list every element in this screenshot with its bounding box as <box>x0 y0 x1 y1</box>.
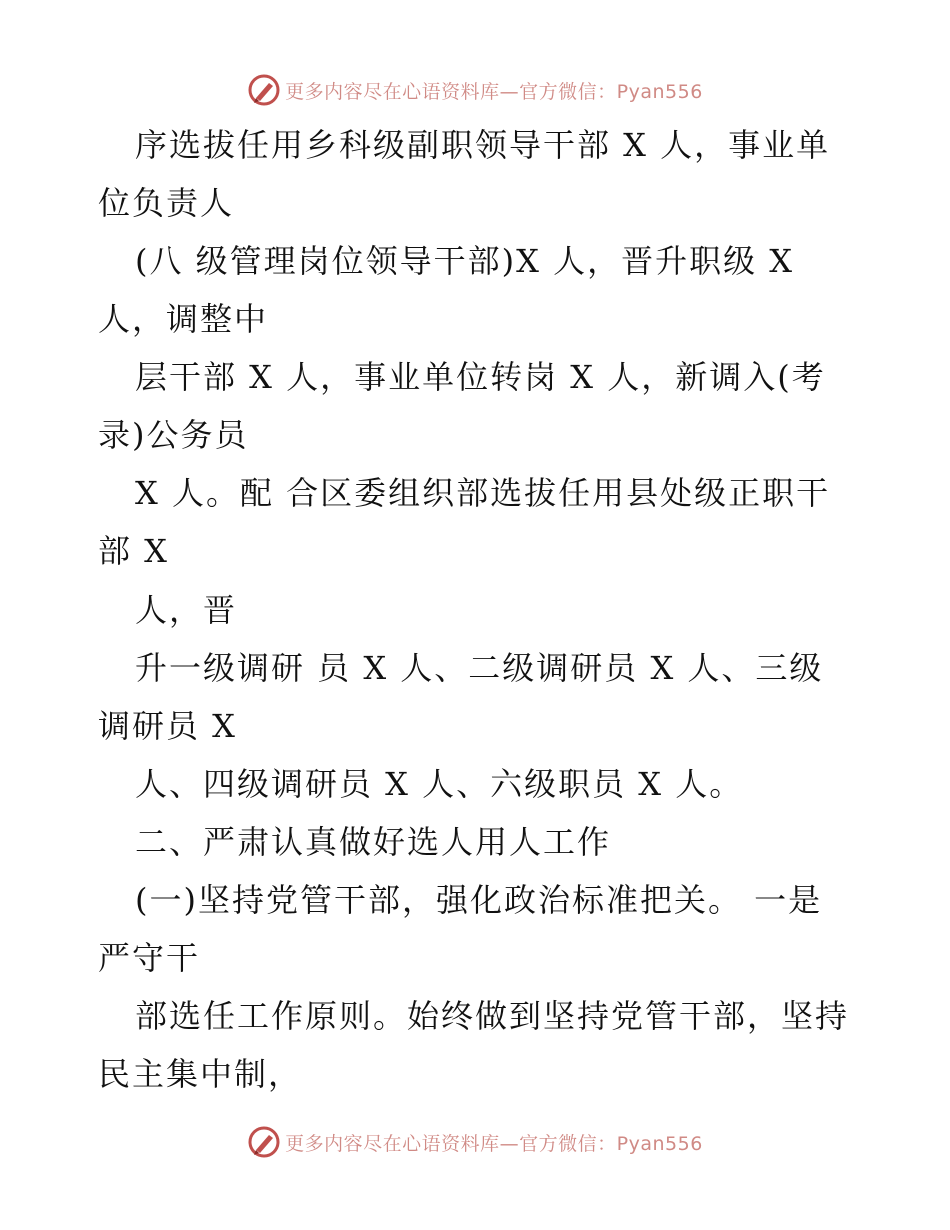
footer-watermark-text: 更多内容尽在心语资料库—官方微信：Pyan556 <box>285 1132 703 1155</box>
header-watermark-text: 更多内容尽在心语资料库—官方微信：Pyan556 <box>285 80 703 103</box>
body-line-10: 升一级调研 员 X 人、二级调研员 X 人、三级 <box>135 649 824 687</box>
body-line-9: 人，晋 <box>135 591 238 629</box>
body-line-14: (一)坚持党管干部，强化政治标准把关。 一是 <box>135 881 823 919</box>
header-watermark <box>0 70 950 110</box>
body-line-4: 人，调整中 <box>98 300 269 338</box>
body-line-2: 位负责人 <box>98 184 235 222</box>
pen-logo-icon <box>247 1125 281 1159</box>
body-line-1: 序选拔任用乡科级副职领导干部 X 人，事业单 <box>135 126 831 164</box>
body-line-3: (八 级管理岗位领导干部)X 人，晋升职级 X <box>135 242 795 280</box>
body-line-11: 调研员 X <box>98 707 237 745</box>
body-line-6: 录)公务员 <box>98 416 249 454</box>
pen-logo-icon <box>247 73 281 107</box>
body-line-8: 部 X <box>98 532 169 570</box>
body-line-15: 严守干 <box>98 939 201 977</box>
body-line-12: 人、四级调研员 X 人、六级职员 X 人。 <box>135 765 744 803</box>
section-heading: 二、严肃认真做好选人用人工作 <box>135 823 612 861</box>
body-line-17: 民主集中制， <box>98 1055 303 1093</box>
body-line-5: 层干部 X 人，事业单位转岗 X 人，新调入(考 <box>135 358 826 396</box>
body-line-7: X 人。配 合区委组织部选拔任用县处级正职干 <box>135 474 831 512</box>
body-line-16: 部选任工作原则。始终做到坚持党管干部，坚持 <box>135 997 850 1035</box>
footer-watermark <box>0 1122 950 1162</box>
